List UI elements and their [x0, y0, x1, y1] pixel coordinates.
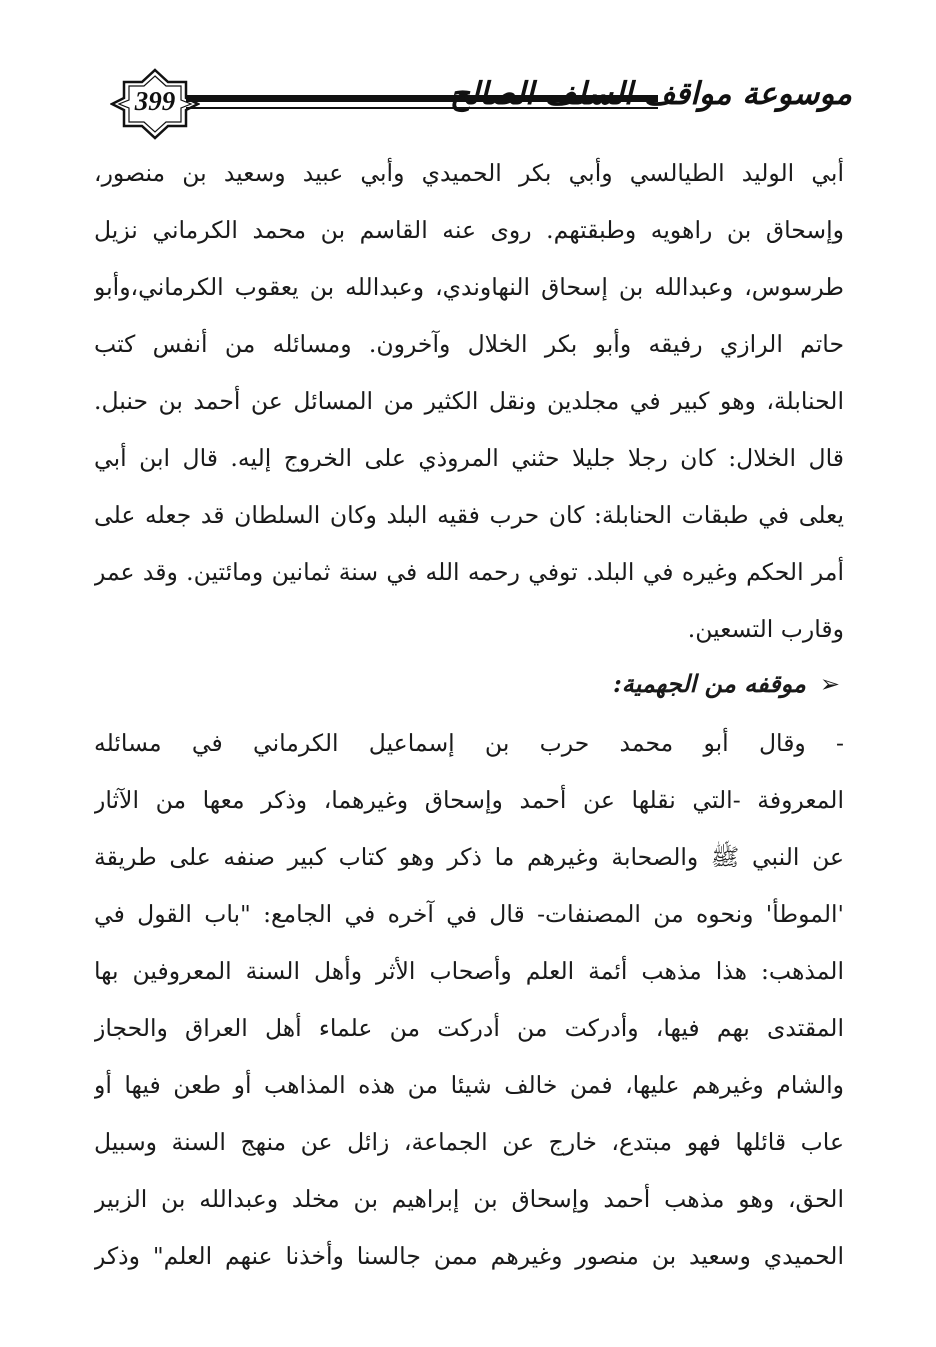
text-line: المقتدى بهم فيها، وأدركت من أدركت من علماء أهل العراق والحجاز [94, 1014, 844, 1042]
text-line: قال الخلال: كان رجلا جليلا حثني المروذي على الخروج إليه. قال ابن أبي [94, 444, 844, 472]
text-line: عن النبي ﷺ والصحابة وغيرهم ما ذكر وهو كتاب كبير صنفه على طريقة [94, 843, 844, 871]
text-line: وقارب التسعين. [687, 615, 844, 643]
text-line: الحنابلة، وهو كبير في مجلدين ونقل الكثير من المسائل عن أحمد بن حنبل. [94, 387, 844, 415]
text-line: يعلى في طبقات الحنابلة: كان حرب فقيه البلد وكان السلطان قد جعله على [94, 501, 844, 529]
text-line: الحميدي وسعيد بن منصور وغيرهم ممن جالسنا وأخذنا عنهم العلم" وذكر [94, 1242, 844, 1270]
text-line: عاب قائلها فهو مبتدع، خارج عن الجماعة، زائل عن منهج السنة وسبيل [94, 1128, 844, 1156]
text-line: طرسوس، وعبدالله بن إسحاق النهاوندي، وعبدالله بن يعقوب الكرماني،وأبو [94, 273, 844, 301]
arrow-bullet-icon: ➢ [819, 670, 840, 698]
page-number: 399 [134, 86, 176, 116]
page-number-badge [110, 68, 182, 140]
text-line: والشام وغيرهم عليها، فمن خالف شيئا من هذه المذاهب أو طعن فيها أو [94, 1071, 844, 1099]
text-line: وإسحاق بن راهويه وطبقتهم. روى عنه القاسم بن محمد الكرماني نزيل [94, 216, 844, 244]
section-heading-text: موقفه من الجهمية: [612, 669, 806, 698]
text-line: 'الموطأ' ونحوه من المصنفات- قال في آخره في الجامع: "باب القول في [94, 900, 844, 928]
text-line: حاتم الرازي رفيقه وأبو بكر الخلال وآخرون. ومسائله من أنفس كتب [94, 330, 844, 358]
text-line: - وقال أبو محمد حرب بن إسماعيل الكرماني في مسائله [94, 729, 844, 757]
book-title: موسوعة مواقف السلف الصالح [449, 76, 852, 112]
text-line: أبي الوليد الطيالسي وأبي بكر الحميدي وأبي عبيد وسعيد بن منصور، [94, 159, 844, 187]
section-heading [94, 661, 844, 718]
page-body [94, 148, 844, 1288]
page-header [100, 62, 860, 142]
text-line: أمر الحكم وغيره في البلد. توفي رحمه الله في سنة ثمانين ومائتين. وقد عمر [94, 558, 844, 586]
text-line: المعروفة -التي نقلها عن أحمد وإسحاق وغيرهما، وذكر معها من الآثار [94, 786, 844, 814]
text-line: المذهب: هذا مذهب أئمة العلم وأصحاب الأثر وأهل السنة المعروفين بها [94, 957, 844, 985]
text-line: الحق، وهو مذهب أحمد وإسحاق بن إبراهيم بن مخلد وعبدالله بن الزبير [94, 1185, 844, 1213]
